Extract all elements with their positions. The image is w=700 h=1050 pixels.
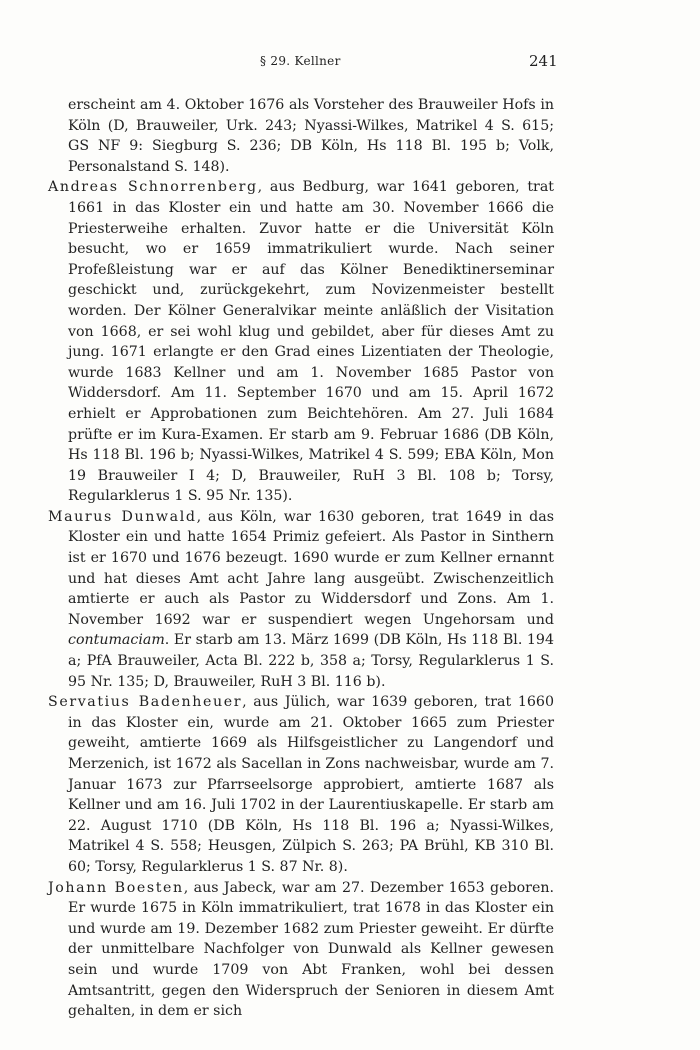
entry-schnorrenberg xyxy=(48,177,554,507)
entry-text: , aus Köln, war 1630 geboren, trat 1649 in das Kloster ein und hatte 1654 Primiz gefeiert. Als Pastor in Sinthern ist er 1670 und 1676 bezeugt. 1690 wurde er zum Kellner ernannt und hat dieses Amt acht Jahre lang ausgeübt. Zwischenzeitlich amtierte er auch als Pastor zu Widdersdorf und Zons. Am 1. November 1692 war er suspendiert wegen Ungehorsam und xyxy=(68,508,554,628)
person-name xyxy=(48,694,242,710)
given-name: Johann xyxy=(48,879,108,896)
entry-boesten xyxy=(48,878,554,1022)
entry-dunwald xyxy=(48,507,554,692)
main-text xyxy=(48,95,554,1022)
surname: Boesten xyxy=(114,879,184,896)
given-name: Servatius xyxy=(48,694,131,711)
entry-continuation xyxy=(48,95,554,177)
given-name: Maurus xyxy=(48,508,113,525)
surname: Dunwald xyxy=(121,508,197,525)
entry-text: erscheint am 4. Oktober 1676 als Vorsteher des Brauweiler Hofs in Köln (D, Brauweiler, Urk. 243; Nyassi-Wilkes, Matrikel 4 S. 615; GS NF 9: Siegburg S. 236; DB Köln, Hs 118 Bl. 195 b; Volk, Personalstand S. 148). xyxy=(68,97,554,175)
entry-badenheuer xyxy=(48,692,554,877)
person-name xyxy=(48,509,197,525)
surname: Schnorrenberg xyxy=(127,179,258,196)
page-number: 241 xyxy=(529,52,558,70)
italic-term: contumaciam xyxy=(68,632,165,649)
person-name xyxy=(48,880,184,896)
entry-text-after: . Er starb am 13. März 1699 (DB Köln, Hs 118 Bl. 194 a; PfA Brauweiler, Acta Bl. 222 b, 358 a; Torsy, Regularklerus 1 S. 95 Nr. 135; D, Brauweiler, RuH 3 Bl. 116 b). xyxy=(68,632,554,690)
entry-text: , aus Bedburg, war 1641 geboren, trat 1661 in das Kloster ein und hatte am 30. November 1666 die Priesterweihe erhalten. Zuvor hatte er die Universität Köln besucht, wo er 1659 immatrikuliert wurde. Nach seiner Profeßleistung war er auf das Kölner Benediktinerseminar geschickt und, zurückgekehrt, zum Novizenmeister bestellt worden. Der Kölner Generalvikar meinte anläßlich der Visitation von 1668, er sei wohl klug und gebildet, aber für dieses Amt zu jung. 1671 erlangte er den Grad eines Lizentiaten der Theologie, wurde 1683 Kellner und am 1. November 1685 Pastor von Widdersdorf. Am 11. September 1670 und am 15. April 1672 erhielt er Approbationen zum Beichtehören. Am 27. Juli 1684 prüfte er im Kura-Examen. Er starb am 9. Februar 1686 (DB Köln, Hs 118 Bl. 196 b; Nyassi-Wilkes, Matrikel 4 S. 599; EBA Köln, Mon 19 Brauweiler I 4; D, Brauweiler, RuH 3 Bl. 108 b; Torsy, Regularklerus 1 S. 95 Nr. 135). xyxy=(68,179,554,505)
running-head: § 29. Kellner xyxy=(260,54,341,68)
person-name xyxy=(48,179,258,195)
given-name: Andreas xyxy=(48,179,119,196)
surname: Badenheuer xyxy=(138,694,243,711)
entry-text: , aus Jabeck, war am 27. Dezember 1653 geboren. Er wurde 1675 in Köln immatrikuliert, trat 1678 in das Kloster ein und wurde am 19. Dezember 1682 zum Priester geweiht. Er dürfte der unmittelbare Nachfolger von Dunwald als Kellner gewesen sein und wurde 1709 von Abt Franken, wohl bei dessen Amtsantritt, gegen den Widerspruch der Senioren in diesem Amt gehalten, in dem er sich xyxy=(68,879,554,1020)
entry-text: , aus Jülich, war 1639 geboren, trat 1660 in das Kloster ein, wurde am 21. Oktober 1665 zum Priester geweiht, amtierte 1669 als Hilfsgeistlicher zu Langendorf und Merzenich, ist 1672 als Sacellan in Zons nachweisbar, wurde am 7. Januar 1673 zur Pfarrseelsorge approbiert, amtierte 1687 als Kellner und am 16. Juli 1702 in der Laurentiuskapelle. Er starb am 22. August 1710 (DB Köln, Hs 118 Bl. 196 a; Nyassi-Wilkes, Matrikel 4 S. 558; Heusgen, Zülpich S. 263; PA Brühl, KB 310 Bl. 60; Torsy, Regularklerus 1 S. 87 Nr. 8). xyxy=(68,694,554,875)
